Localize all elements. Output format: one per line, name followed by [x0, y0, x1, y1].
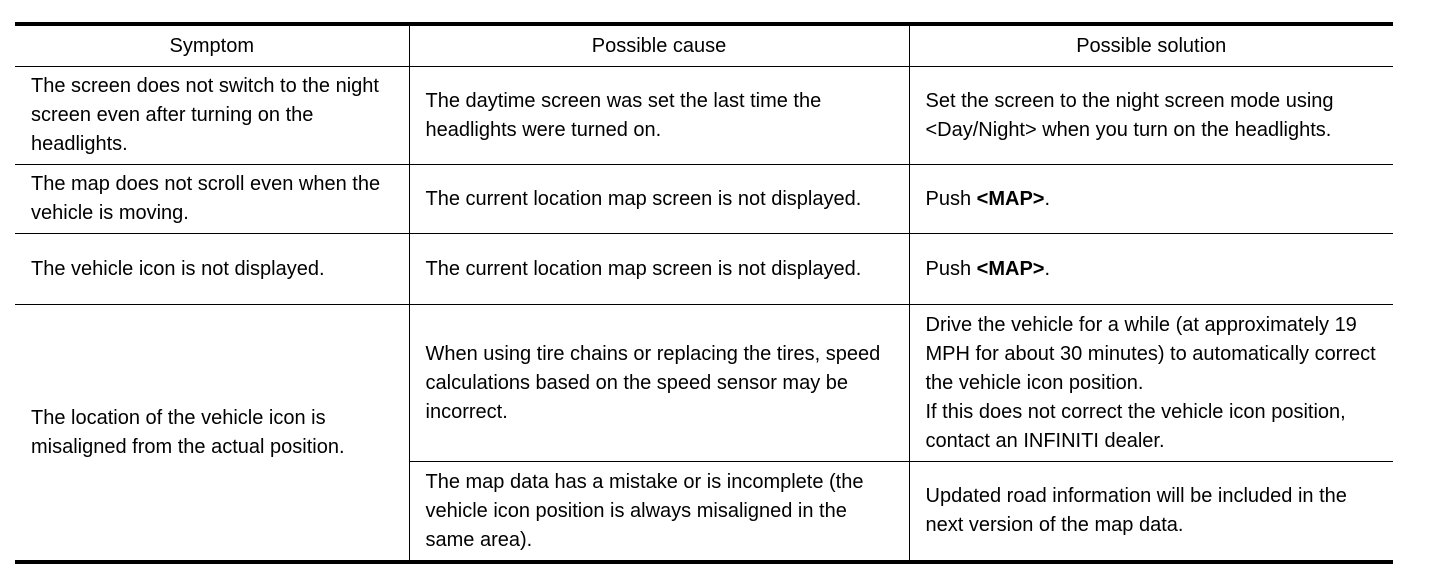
cause-cell: The current location map screen is not displayed. [409, 234, 909, 305]
solution-suffix: . [1044, 187, 1051, 210]
cause-cell: The map data has a mistake or is incomplete (the vehicle icon position is always misaligned in the same area). [409, 462, 909, 563]
symptom-cell: The location of the vehicle icon is misaligned from the actual position. [15, 305, 409, 563]
solution-cell [909, 234, 1393, 305]
table-row [15, 234, 1393, 305]
solution-cell [909, 165, 1393, 234]
header-possible-cause: Possible cause [409, 24, 909, 67]
symptom-cell: The vehicle icon is not displayed. [15, 234, 409, 305]
header-row [15, 24, 1393, 67]
symptom-cell: The map does not scroll even when the vehicle is moving. [15, 165, 409, 234]
solution-suffix: . [1044, 257, 1051, 280]
map-key-label: <MAP> [976, 257, 1045, 280]
map-key-label: <MAP> [976, 187, 1045, 210]
header-possible-solution: Possible solution [909, 24, 1393, 67]
troubleshooting-table [15, 22, 1393, 564]
table-row [15, 305, 1393, 462]
solution-cell [909, 305, 1393, 462]
solution-prefix: Push [925, 257, 977, 280]
cause-cell: The daytime screen was set the last time the headlights were turned on. [409, 67, 909, 165]
table-row [15, 67, 1393, 165]
cause-cell: The current location map screen is not displayed. [409, 165, 909, 234]
header-symptom: Symptom [15, 24, 409, 67]
solution-line: If this does not correct the vehicle icon position, contact an INFINITI dealer. [925, 400, 1346, 452]
cause-cell: When using tire chains or replacing the tires, speed calculations based on the speed sensor may be incorrect. [409, 305, 909, 462]
solution-line: Drive the vehicle for a while (at approximately 19 MPH for about 30 minutes) to automatically correct the vehicle icon position. [925, 313, 1376, 394]
table-row [15, 165, 1393, 234]
solution-cell: Updated road information will be included in the next version of the map data. [909, 462, 1393, 563]
symptom-cell: The screen does not switch to the night screen even after turning on the headlights. [15, 67, 409, 165]
solution-cell: Set the screen to the night screen mode using <Day/Night> when you turn on the headlights. [909, 67, 1393, 165]
solution-prefix: Push [925, 187, 977, 210]
